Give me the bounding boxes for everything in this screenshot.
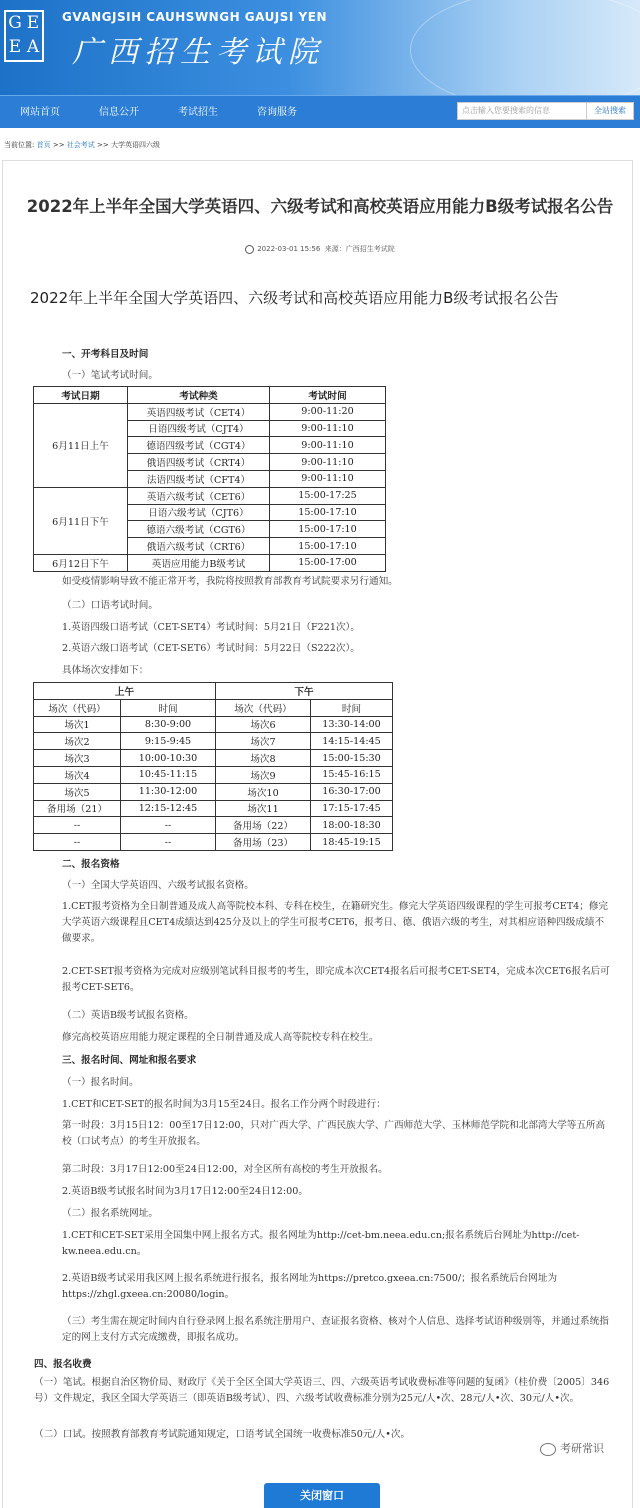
time-cell: 15:45-16:15 [311, 766, 393, 783]
exam-type-cell: 德语六级考试（CGT6） [128, 521, 270, 538]
paragraph: （二）口试。按照教育部教育考试院通知规定，口语考试全国统一收费标准50元/人•次。 [34, 1429, 411, 1440]
paragraph: 第一时段：3月15日12：00至17日12:00，只对广西大学、广西民族大学、广西师范大学、玉林师范学院和北部湾大学等五所高校（口试考点）的考生开放报名。 [62, 1120, 606, 1147]
search-input[interactable]: 点击输入您要搜索的信息 [457, 102, 587, 120]
written-exam-table [33, 386, 386, 572]
article-subtitle: 2022年上半年全国大学英语四、六级考试和高校英语应用能力B级考试报名公告 [30, 289, 559, 307]
session-cell: -- [34, 834, 121, 851]
exam-type-cell: 法语四级考试（CFT4） [128, 470, 270, 487]
exam-type-cell: 英语应用能力B级考试 [128, 554, 270, 571]
article-title: 2022年上半年全国大学英语四、六级考试和高校英语应用能力B级考试报名公告 [26, 197, 614, 216]
exam-time-cell: 9:00-11:10 [270, 470, 386, 487]
time-cell: 18:45-19:15 [311, 834, 393, 851]
paragraph: 1.CET报考资格为全日制普通及成人高等院校本科、专科在校生，在籍研究生。修完大学英语四级课程的学生可报考CET4；修完大学英语六级课程且CET4成绩达到425分及以上的学生可报考CET6，报考日、德、俄语六级的考生，对其相应语种四级成绩不做要求。 [62, 901, 609, 944]
time-cell: 11:30-12:00 [121, 783, 216, 800]
exam-time-cell: 15:00-17:10 [270, 521, 386, 538]
time-cell: 17:15-17:45 [311, 800, 393, 817]
table-row [34, 403, 386, 420]
sub-heading: （一）笔试考试时间。 [62, 370, 158, 381]
section-heading: 三、报名时间、网址和报名要求 [62, 1055, 197, 1066]
paragraph: 修完高校英语应用能力规定课程的全日制普通及成人高等院校专科在校生。 [62, 1032, 379, 1043]
table-row [34, 487, 386, 504]
session-cell: 场次5 [34, 783, 121, 800]
nav-home[interactable]: 网站首页 [20, 107, 60, 118]
time-cell: 9:15-9:45 [121, 733, 216, 750]
session-cell: 场次10 [216, 783, 311, 800]
session-cell: 场次8 [216, 750, 311, 767]
table-row [34, 554, 386, 571]
time-cell: 18:00-18:30 [311, 817, 393, 834]
paragraph: 2.CET-SET报考资格为完成对应级别笔试科目报考的考生，即完成本次CET4报名后可报考CET-SET4，完成本次CET6报名后可报考CET-SET6。 [62, 966, 610, 993]
paragraph: 2.英语B级考试报名时间为3月17日12:00至24日12:00。 [62, 1186, 308, 1197]
session-cell: 场次7 [216, 733, 311, 750]
session-cell: 场次6 [216, 716, 311, 733]
table-row [34, 750, 393, 767]
article-date: 2022-03-01 15:56 [257, 245, 321, 253]
section-heading: 四、报名收费 [34, 1359, 92, 1370]
exam-time-cell: 15:00-17:10 [270, 504, 386, 521]
session-cell: 场次11 [216, 800, 311, 817]
session-cell: 备用场（22） [216, 817, 311, 834]
session-cell: 备用场（21） [34, 800, 121, 817]
section-heading: 一、开考科目及时间 [62, 349, 149, 360]
table-subheader: 场次（代码） [216, 699, 311, 716]
exam-type-cell: 俄语四级考试（CRT4） [128, 454, 270, 471]
oral-exam-table [33, 682, 393, 851]
table-subheader: 时间 [311, 699, 393, 716]
session-cell: 备用场（23） [216, 834, 311, 851]
logo-letter: E [8, 37, 22, 57]
article-source: 来源：广西招生考试院 [324, 245, 395, 253]
close-window-button[interactable]: 关闭窗口 [264, 1483, 380, 1508]
paragraph: 1.CET和CET-SET的报名时间为3月15至24日。报名工作分两个时段进行： [62, 1099, 386, 1110]
session-cell: 场次1 [34, 716, 121, 733]
session-cell: 场次2 [34, 733, 121, 750]
wechat-icon [540, 1443, 556, 1456]
time-cell: 10:45-11:15 [121, 766, 216, 783]
site-name-pinyin: GVANGJSIH CAUHSWNGH GAUJSI YEN [62, 10, 327, 24]
exam-time-cell: 9:00-11:10 [270, 437, 386, 454]
breadcrumb-category[interactable]: 社会考试 [66, 141, 95, 149]
paragraph: 1.英语四级口语考试（CET-SET4）考试时间：5月21日（F221次）。 [62, 622, 360, 633]
table-header: 考试种类 [128, 387, 270, 404]
time-cell: 10:00-10:30 [121, 750, 216, 767]
sub-heading: （二）报名系统网址。 [62, 1208, 158, 1219]
exam-type-cell: 英语四级考试（CET4） [128, 403, 270, 420]
sub-heading: （一）报名时间。 [62, 1077, 139, 1088]
paragraph: 2.英语B级考试采用我区网上报名系统进行报名，报名网址为https://pretco.gxeea.cn:7500/；报名系统后台网址为https://zhgl.gxeea.cn:20080/login。 [62, 1273, 558, 1300]
time-cell: 12:15-12:45 [121, 800, 216, 817]
time-cell: 15:00-15:30 [311, 750, 393, 767]
breadcrumb-sep: >> [52, 141, 65, 149]
breadcrumb-sep: >> [97, 141, 109, 149]
time-cell: 8:30-9:00 [121, 716, 216, 733]
breadcrumb-prefix: 当前位置: [4, 141, 35, 149]
session-cell: -- [34, 817, 121, 834]
exam-type-cell: 英语六级考试（CET6） [128, 487, 270, 504]
wechat-watermark [540, 1440, 604, 1456]
table-header: 上午 [34, 683, 216, 700]
site-name: 广西招生考试院 [72, 35, 324, 70]
exam-date-cell: 6月12日下午 [34, 554, 128, 571]
session-cell: 场次4 [34, 766, 121, 783]
paragraph: 如受疫情影响导致不能正常开考，我院将按照教育部教育考试院要求另行通知。 [62, 576, 398, 587]
nav-info[interactable]: 信息公开 [99, 107, 139, 118]
time-cell: 16:30-17:00 [311, 783, 393, 800]
paragraph: （一）笔试。根据自治区物价局、财政厅《关于全区全国大学英语三、四、六级英语考试收费标准等问题的复函》（桂价费〔2005〕346号）文件规定，我区全国大学英语三（即英语B级考试）、四、六级考试收费标准分别为25元/人•次、28元/人•次、30元/人•次。 [34, 1377, 610, 1404]
exam-type-cell: 俄语六级考试（CRT6） [128, 538, 270, 555]
search-button[interactable]: 全站搜索 [586, 102, 634, 120]
exam-time-cell: 9:00-11:10 [270, 454, 386, 471]
session-cell: 场次3 [34, 750, 121, 767]
article-meta [0, 244, 640, 254]
session-cell: 场次9 [216, 766, 311, 783]
time-cell: -- [121, 817, 216, 834]
exam-time-cell: 15:00-17:00 [270, 554, 386, 571]
nav-exam[interactable]: 考试招生 [178, 107, 218, 118]
section-heading: 二、报名资格 [62, 859, 120, 870]
table-header: 下午 [216, 683, 393, 700]
exam-type-cell: 德语四级考试（CGT4） [128, 437, 270, 454]
paragraph: 1.CET和CET-SET采用全国集中网上报名方式。报名网址为http://cet-bm.neea.edu.cn;报名系统后台网址为http://cet-kw.neea.edu.cn。 [62, 1230, 580, 1257]
logo-letter: A [26, 37, 40, 57]
exam-time-cell: 9:00-11:20 [270, 403, 386, 420]
table-row [34, 800, 393, 817]
sub-heading: （二）英语B级考试报名资格。 [62, 1010, 194, 1021]
exam-type-cell: 日语六级考试（CJT6） [128, 504, 270, 521]
exam-time-cell: 15:00-17:10 [270, 538, 386, 555]
nav-consult[interactable]: 咨询服务 [257, 107, 297, 118]
table-subheader: 时间 [121, 699, 216, 716]
breadcrumb-current: 大学英语四六级 [111, 141, 160, 149]
table-row [34, 716, 393, 733]
time-cell: 14:15-14:45 [311, 733, 393, 750]
banner-decoration [410, 0, 640, 95]
time-cell: 13:30-14:00 [311, 716, 393, 733]
table-row [34, 834, 393, 851]
exam-date-cell: 6月11日下午 [34, 487, 128, 554]
table-header: 考试日期 [34, 387, 128, 404]
sub-heading: （二）口语考试时间。 [62, 600, 158, 611]
exam-time-cell: 9:00-11:10 [270, 420, 386, 437]
sub-heading: （一）全国大学英语四、六级考试报名资格。 [62, 880, 254, 891]
time-cell: -- [121, 834, 216, 851]
watermark-text: 考研常识 [560, 1442, 604, 1455]
site-banner [0, 0, 640, 95]
paragraph: 第二时段：3月17日12:00至24日12:00，对全区所有高校的考生开放报名。 [62, 1164, 388, 1175]
exam-time-cell: 15:00-17:25 [270, 487, 386, 504]
breadcrumb-home[interactable]: 首页 [36, 141, 51, 149]
paragraph: 2.英语六级口语考试（CET-SET6）考试时间：5月22日（S222次）。 [62, 643, 360, 654]
table-row [34, 817, 393, 834]
table-row [34, 733, 393, 750]
paragraph: 具体场次安排如下： [62, 665, 149, 676]
table-header: 考试时间 [270, 387, 386, 404]
exam-date-cell: 6月11日上午 [34, 403, 128, 487]
table-subheader: 场次（代码） [34, 699, 121, 716]
exam-type-cell: 日语四级考试（CJT4） [128, 420, 270, 437]
clock-icon [245, 245, 254, 254]
site-logo[interactable] [4, 10, 44, 62]
breadcrumb [4, 140, 160, 150]
logo-letter: E [26, 13, 40, 33]
table-row [34, 783, 393, 800]
paragraph: （三）考生需在规定时间内自行登录网上报名系统注册用户、查证报名资格、核对个人信息、选择考试语种级别等，并通过系统指定的网上支付方式完成缴费，即报名成功。 [62, 1316, 609, 1343]
logo-letter: G [8, 13, 22, 33]
table-row [34, 766, 393, 783]
